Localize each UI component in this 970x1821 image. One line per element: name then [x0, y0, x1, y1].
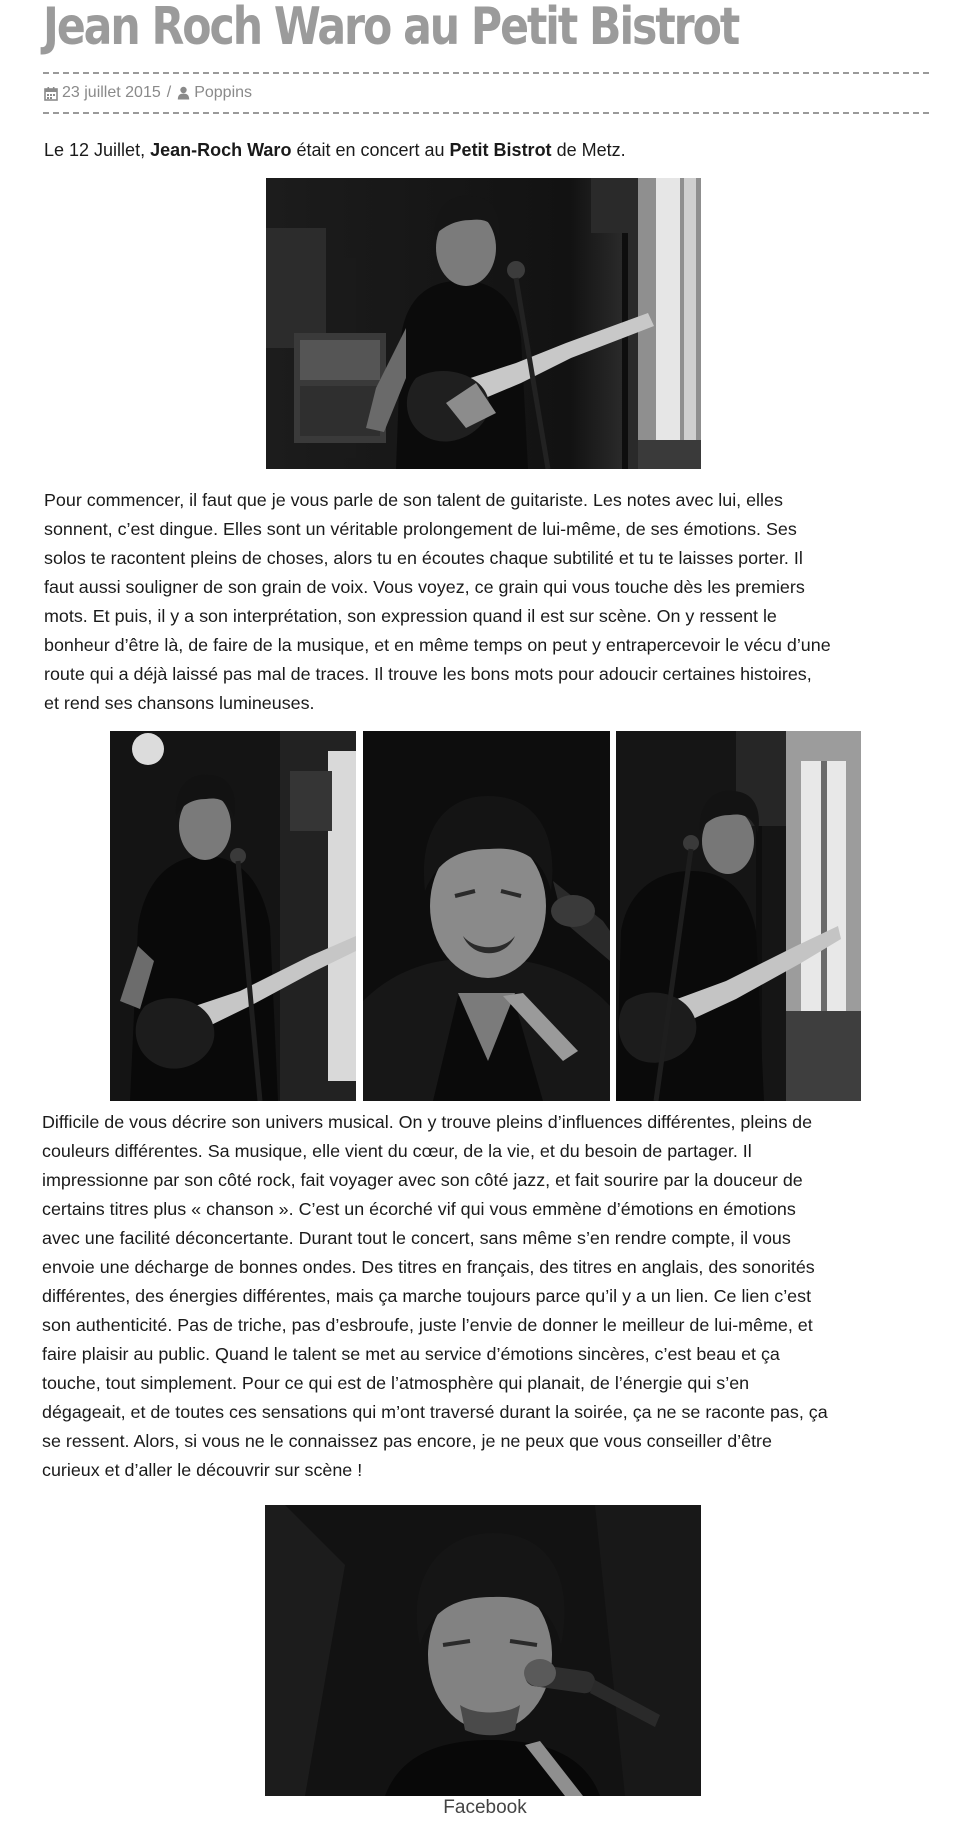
gallery-photo-left[interactable] [110, 731, 356, 1101]
paragraph-line: Difficile de vous décrire son univers musical. On y trouve pleins d’influences différentes, pleins de [42, 1112, 813, 1132]
meta-divider [43, 112, 929, 114]
paragraph-line: faire plaisir au public. Quand le talent se met au service d’émotions sincères, c’est beau et ça [42, 1344, 780, 1364]
user-icon [177, 86, 190, 100]
paragraph-line: solos te racontent pleins de choses, alors tu en écoutes chaque subtilité et tu te laisses porter. Il [44, 548, 803, 568]
gallery-photo-right[interactable] [616, 731, 861, 1101]
paragraph-line: certains titres plus « chanson ». C’est un écorché vif qui vous emmène d’émotions en émotions [42, 1199, 796, 1219]
paragraph-line: son authenticité. Pas de triche, pas d’esbroufe, juste l’envie de donner le meilleur de lui-même, et [42, 1315, 813, 1335]
paragraph-line: bonheur d’être là, de faire de la musique, et en même temps on peut y entrapercevoir le vécu d’une [44, 635, 831, 655]
meta-separator: / [166, 84, 172, 101]
paragraph-line: mots. Et puis, il y a son interprétation, son expression quand il est sur scène. On y ressent le [44, 606, 777, 626]
gallery-photo-center[interactable] [363, 731, 610, 1101]
paragraph-line: couleurs différentes. Sa musique, elle vient du cœur, de la vie, et du besoin de partager. Il [42, 1141, 752, 1161]
paragraph-line: envoie une décharge de bonnes ondes. Des titres en français, des titres en anglais, des sonorités [42, 1257, 815, 1277]
paragraph-line: route qui a déjà laissé pas mal de traces. Il trouve les bons mots pour adoucir certaines histoires, [44, 664, 812, 684]
paragraph-line: dégageait, et de toutes ces sensations qui m’ont traversé durant la soirée, ça ne se raconte pas, ça [42, 1402, 828, 1422]
concert-photo-guitarist[interactable] [266, 178, 701, 469]
concert-photo-singer[interactable] [265, 1505, 701, 1796]
article-meta [44, 82, 252, 104]
body-paragraph-2 [42, 1108, 828, 1485]
post-author[interactable]: Poppins [194, 84, 253, 101]
intro-text: était en concert au [291, 140, 450, 160]
paragraph-line: touche, tout simplement. Pour ce qui est de l’atmosphère qui planait, de l’énergie qui s’en [42, 1373, 750, 1393]
intro-text: Le 12 Juillet, [44, 140, 151, 160]
article-title[interactable]: Jean Roch Waro au Petit Bistrot [43, 0, 739, 57]
calendar-icon [44, 86, 58, 101]
paragraph-line: impressionne par son côté rock, fait voyager avec son côté jazz, et fait sourire par la douceur de [42, 1170, 803, 1190]
paragraph-line: et rend ses chansons lumineuses. [44, 693, 315, 713]
artist-name: Jean-Roch Waro [150, 140, 292, 160]
title-divider [43, 72, 929, 74]
intro-text: de Metz. [551, 140, 626, 160]
venue-name: Petit Bistrot [449, 140, 552, 160]
intro-paragraph [44, 137, 626, 163]
paragraph-line: sonnent, c’est dingue. Elles sont un véritable prolongement de lui-même, de ses émotions. Ses [44, 519, 797, 539]
paragraph-line: différentes, des énergies différentes, mais ça marche toujours parce qu’il y a un lien. Ce lien c’est [42, 1286, 812, 1306]
paragraph-line: Pour commencer, il faut que je vous parle de son talent de guitariste. Les notes avec lui, elles [44, 490, 783, 510]
paragraph-line: se ressent. Alors, si vous ne le connaissez pas encore, je ne peux que vous conseiller d’être [42, 1431, 772, 1451]
body-paragraph-1 [44, 486, 831, 718]
paragraph-line: faut aussi souligner de son grain de voix. Vous voyez, ce grain qui vous touche dès les premiers [44, 577, 805, 597]
paragraph-line: avec une facilité déconcertante. Durant tout le concert, sans même s’en rendre compte, il vous [42, 1228, 791, 1248]
paragraph-line: curieux et d’aller le découvrir sur scène ! [42, 1460, 363, 1480]
photo-caption[interactable]: Facebook [443, 1797, 527, 1818]
post-date[interactable]: 23 juillet 2015 [62, 84, 161, 101]
